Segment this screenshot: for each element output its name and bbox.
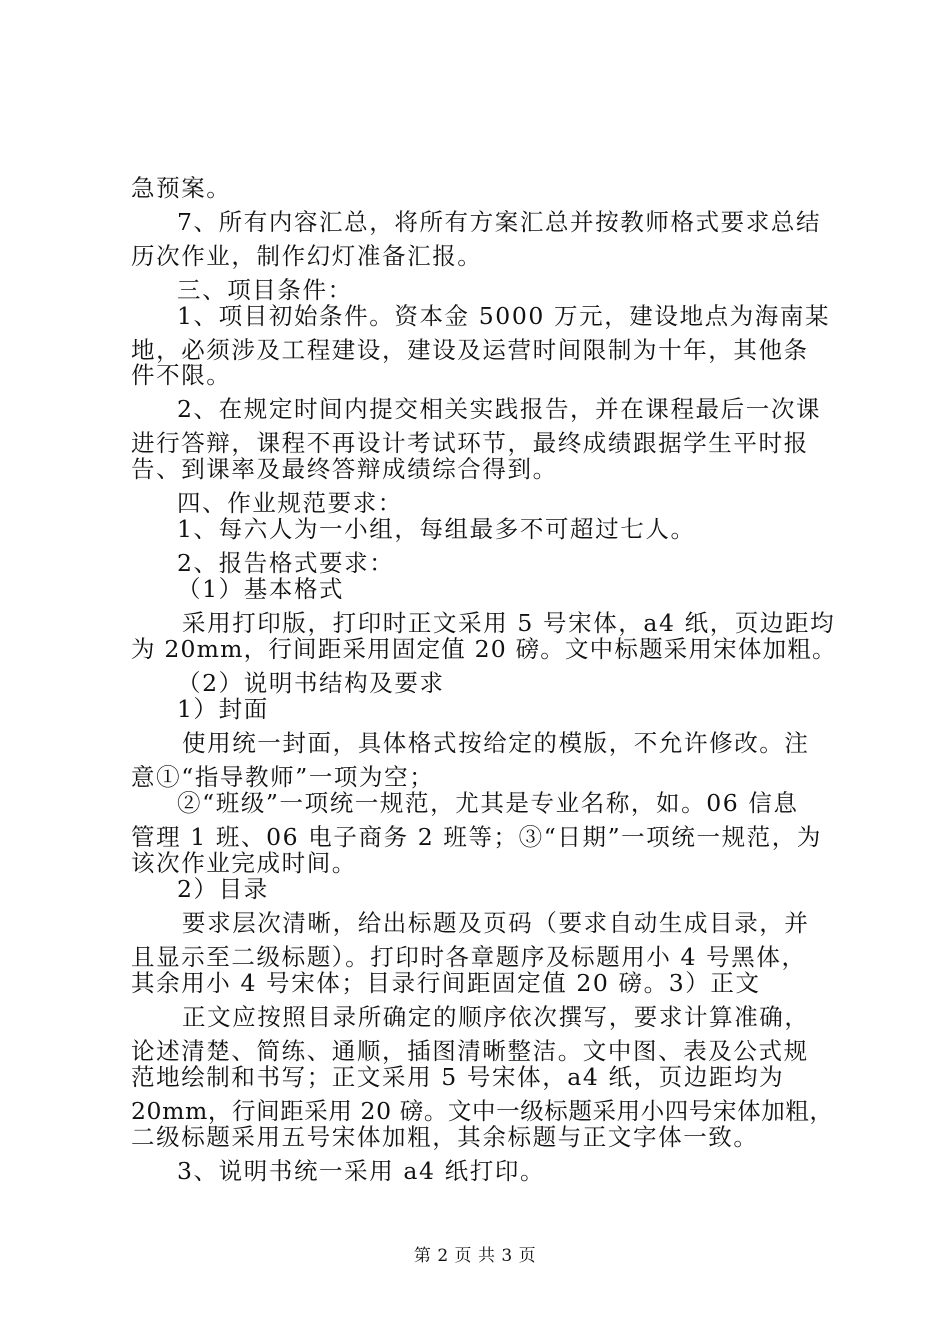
- text-line: 为 20mm，行间距采用固定值 20 磅。文中标题采用宋体加粗。: [131, 635, 837, 663]
- text-line: 二级标题采用五号宋体加粗，其余标题与正文字体一致。: [131, 1123, 759, 1151]
- text-line: 2、在规定时间内提交相关实践报告，并在课程最后一次课: [177, 395, 822, 423]
- subheading: 2）目录: [177, 875, 269, 903]
- subheading: （1）基本格式: [177, 575, 345, 603]
- text-line: ②“班级”一项统一规范，尤其是专业名称，如。06 信息: [177, 789, 799, 817]
- text-line: 要求层次清晰，给出标题及页码（要求自动生成目录，并: [182, 909, 810, 937]
- text-line: 20mm，行间距采用 20 磅。文中一级标题采用小四号宋体加粗，: [131, 1097, 834, 1125]
- text-line: 1、项目初始条件。资本金 5000 万元，建设地点为海南某: [177, 302, 831, 330]
- text-line: 7、所有内容汇总，将所有方案汇总并按教师格式要求总结: [177, 208, 822, 236]
- subheading: 1）封面: [177, 695, 269, 723]
- text-line: 论述清楚、简练、通顺，插图清晰整洁。文中图、表及公式规: [131, 1037, 809, 1065]
- text-line: 使用统一封面，具体格式按给定的模版，不允许修改。注: [182, 729, 810, 757]
- text-line: 范地绘制和书写；正文采用 5 号宋体，a4 纸，页边距均为: [131, 1063, 785, 1091]
- section-heading: 三、项目条件：: [177, 276, 353, 304]
- text-line: 急预案。: [131, 174, 232, 202]
- text-line: 告、到课率及最终答辩成绩综合得到。: [131, 455, 558, 483]
- text-line: 1、每六人为一小组，每组最多不可超过七人。: [177, 515, 696, 543]
- text-line: 采用打印版，打印时正文采用 5 号宋体，a4 纸，页边距均: [182, 609, 836, 637]
- text-line: 管理 1 班、06 电子商务 2 班等；③“日期”一项统一规范，为: [131, 823, 822, 851]
- text-line: 历次作业，制作幻灯准备汇报。: [131, 242, 483, 270]
- section-heading: 四、作业规范要求：: [177, 489, 403, 517]
- page-number-footer: 第 2 页 共 3 页: [413, 1246, 537, 1266]
- text-line: 且显示至二级标题）。打印时各章题序及标题用小 4 号黑体，: [131, 943, 807, 971]
- text-line: 地，必须涉及工程建设，建设及运营时间限制为十年，其他条: [131, 336, 809, 364]
- text-line: 正文应按照目录所确定的顺序依次撰写，要求计算准确，: [182, 1003, 810, 1031]
- text-line: 进行答辩，课程不再设计考试环节，最终成绩跟据学生平时报: [131, 429, 809, 457]
- text-line: 意①“指导教师”一项为空；: [131, 763, 435, 791]
- text-line: 2、报告格式要求：: [177, 549, 395, 577]
- subheading: （2）说明书结构及要求: [177, 669, 445, 697]
- text-line: 件不限。: [131, 361, 232, 389]
- text-line: 其余用小 4 号宋体；目录行间距固定值 20 磅。3）正文: [131, 969, 761, 997]
- text-line: 3、说明书统一采用 a4 纸打印。: [177, 1157, 546, 1185]
- text-line: 该次作业完成时间。: [131, 849, 357, 877]
